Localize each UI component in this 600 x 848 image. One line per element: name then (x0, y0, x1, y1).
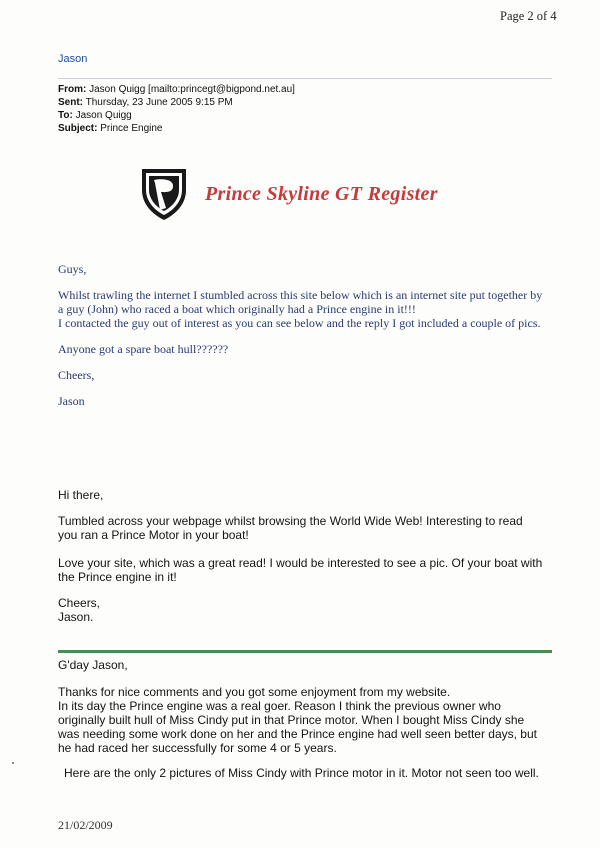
to-value: Jason Quigg (75, 110, 132, 121)
to-label: To: (58, 110, 73, 121)
msg1-question: Anyone got a spare boat hull?????? (58, 342, 229, 356)
shield-logo-icon (140, 166, 188, 222)
sent-value: Thursday, 23 June 2005 9:15 PM (85, 97, 233, 108)
msg3-greeting: G'day Jason, (58, 658, 128, 672)
from-label: From: (58, 84, 87, 95)
from-row (58, 83, 295, 96)
from-value: Jason Quigg [mailto:princegt@bigpond.net.au] (89, 84, 295, 95)
msg1-body-line1: Whilst trawling the internet I stumbled across this site below which is an internet site put together by (58, 288, 543, 302)
message-divider (58, 650, 552, 653)
msg2-para1-line1: Tumbled across your webpage whilst browsing the World Wide Web! Interesting to read (58, 514, 523, 528)
page-number: Page 2 of 4 (500, 9, 557, 23)
email-headers (58, 83, 295, 135)
msg2-signature: Jason. (58, 610, 94, 624)
msg1-signature: Jason (58, 394, 85, 408)
msg3-line6: Here are the only 2 pictures of Miss Cindy with Prince motor in it. Motor not seen too well. (64, 766, 539, 780)
msg3-line2: In its day the Prince engine was a real goer. Reason I think the previous owner who (58, 699, 501, 713)
msg3-line3: originally built hull of Miss Cindy put in that Prince motor. When I bought Miss Cindy she (58, 713, 525, 727)
msg2-para1-line2: you ran a Prince Motor in your boat! (58, 528, 249, 542)
subject-row (58, 122, 295, 135)
subject-value: Prince Engine (100, 123, 163, 134)
msg3-line5: he had raced her successfully for some 4 or 5 years. (58, 741, 337, 755)
msg1-signoff: Cheers, (58, 368, 95, 382)
header-divider (58, 78, 552, 79)
msg3-line1: Thanks for nice comments and you got some enjoyment from my website. (58, 685, 451, 699)
scan-speck (12, 762, 14, 764)
msg1-body-line3: I contacted the guy out of interest as you can see below and the reply I got included a couple of pics. (58, 316, 541, 330)
register-brand-title: Prince Skyline GT Register (205, 183, 438, 205)
msg2-para2-line1: Love your site, which was a great read! I would be interested to see a pic. Of your boat with (58, 556, 543, 570)
msg2-para2-line2: the Prince engine in it! (58, 570, 177, 584)
print-date: 21/02/2009 (58, 818, 113, 832)
msg1-greeting: Guys, (58, 262, 87, 276)
sent-row (58, 96, 295, 109)
msg3-line4: was needing some work done on her and the Prince engine had well seen better days, but (58, 727, 537, 741)
msg2-signoff: Cheers, (58, 596, 101, 610)
msg2-greeting: Hi there, (58, 488, 104, 502)
to-row (58, 109, 295, 122)
subject-label: Subject: (58, 123, 98, 134)
sender-name: Jason (58, 53, 88, 65)
msg1-body-line2: a guy (John) who raced a boat which originally had a Prince engine in it!!! (58, 302, 416, 316)
sent-label: Sent: (58, 97, 83, 108)
